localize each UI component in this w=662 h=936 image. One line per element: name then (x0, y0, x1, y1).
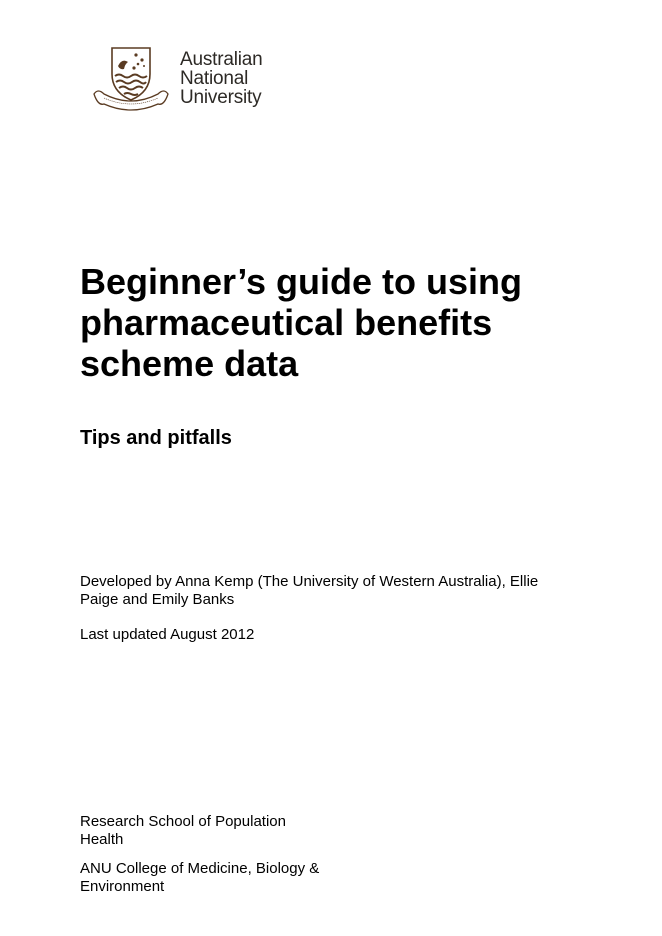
wordmark-line-1: Australian (180, 49, 263, 70)
college-name: ANU College of Medicine, Biology & Environment (80, 860, 320, 895)
wordmark-line-2: National (180, 68, 249, 89)
anu-logo (92, 44, 282, 116)
document-title: Beginner’s guide to using pharmaceutical benefits scheme data (80, 261, 523, 384)
school-name: Research School of Population Health (80, 813, 286, 848)
last-updated: Last updated August 2012 (80, 626, 255, 643)
document-subtitle: Tips and pitfalls (80, 427, 232, 449)
anu-crest-icon (92, 44, 170, 116)
authors-line: Developed by Anna Kemp (The University of Western Australia), Ellie Paige and Emily Banks (80, 573, 539, 608)
university-wordmark (180, 50, 263, 107)
wordmark-line-3: University (180, 87, 262, 108)
